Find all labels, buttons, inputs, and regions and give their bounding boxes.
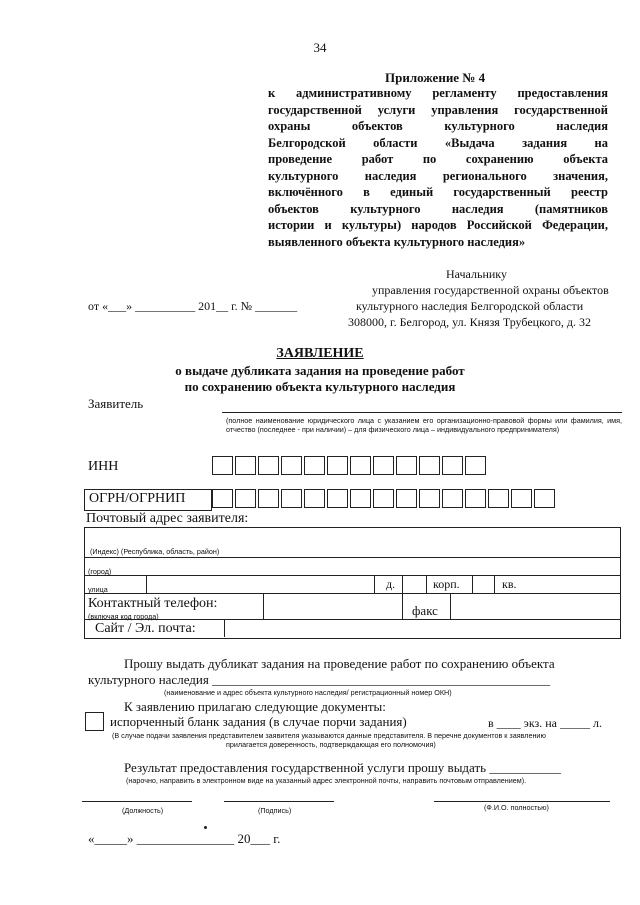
statement-subtitle-1: о выдаче дубликата задания на проведение работ <box>175 363 465 378</box>
addressee-line1: управления государственной охраны объектов <box>372 283 609 297</box>
digit-cell[interactable] <box>442 456 463 475</box>
building-label: корп. <box>433 577 460 591</box>
digit-cell[interactable] <box>212 456 233 475</box>
statement-title: ЗАЯВЛЕНИЕ <box>276 346 364 361</box>
digit-cell[interactable] <box>419 489 440 508</box>
appendix-line: проведение работ по сохранению объекта <box>268 152 608 166</box>
phone-hint: (включая код города) <box>88 612 159 621</box>
house-value-divider <box>402 575 403 593</box>
apartment-divider <box>494 575 495 593</box>
position-line[interactable] <box>82 801 192 802</box>
ogrn-field[interactable] <box>212 489 604 508</box>
representative-note-2: прилагается доверенность, подтверждающая его полномочия) <box>226 740 436 749</box>
spoiled-form-checkbox[interactable] <box>85 712 104 731</box>
building-divider <box>426 575 427 593</box>
house-label: д. <box>386 577 396 591</box>
city-hint: (город) <box>88 567 112 576</box>
full-name-line[interactable] <box>434 801 610 802</box>
appendix-line: выявленного объекта культурного наследия» <box>268 234 526 249</box>
index-row-line <box>84 557 620 558</box>
signature-caption: (Подпись) <box>258 806 292 815</box>
object-hint: (наименование и адрес объекта культурного наследия/ регистрационный номер ОКН) <box>164 688 452 697</box>
digit-cell[interactable] <box>373 489 394 508</box>
digit-cell[interactable] <box>281 489 302 508</box>
digit-cell[interactable] <box>212 489 233 508</box>
applicant-label: Заявитель <box>88 396 144 411</box>
street-row-line <box>84 593 620 594</box>
date-number-line: от «___» __________ 201__ г. № _______ <box>88 299 298 313</box>
digit-cell[interactable] <box>488 489 509 508</box>
applicant-input-line[interactable] <box>222 412 622 413</box>
appendix-title: Приложение № 4 <box>385 70 486 85</box>
spoiled-form-label: испорченный бланк задания (в случае порчи задания) <box>110 714 407 729</box>
signature-line[interactable] <box>224 801 334 802</box>
addressee-line2: культурного наследия Белгородской области <box>356 299 584 313</box>
digit-cell[interactable] <box>235 456 256 475</box>
digit-cell[interactable] <box>304 456 325 475</box>
full-name-caption: (Ф.И.О. полностью) <box>484 803 549 812</box>
digit-cell[interactable] <box>350 456 371 475</box>
digit-cell[interactable] <box>327 489 348 508</box>
statement-subtitle-2: по сохранению объекта культурного наследия <box>184 379 456 394</box>
digit-cell[interactable] <box>258 489 279 508</box>
applicant-hint: (полное наименование юридического лица с указанием его организационно-правовой формы или фамилия, имя, отчество (последнее - при наличии) – для физического лица – индивидуального предпринимателя) <box>226 416 622 434</box>
appendix-line: истории и культуры) народов Российской Федерации, <box>268 218 608 232</box>
digit-cell[interactable] <box>258 456 279 475</box>
appendix-line: охраны объектов культурного наследия <box>268 119 608 133</box>
representative-note-1: (В случае подачи заявления представителем заявителя указываются данные представителя. В перечне документов к заявлению <box>112 731 546 740</box>
digit-cell[interactable] <box>396 489 417 508</box>
request-line-1: Прошу выдать дубликат задания на проведение работ по сохранению объекта <box>124 656 555 671</box>
appendix-line: включённого в единый государственный реестр <box>268 185 608 199</box>
index-hint: (Индекс) (Республика, область, район) <box>90 547 220 556</box>
appendix-line: культурного наследия регионального значения, <box>268 168 608 183</box>
appendix-line: государственной услуги управления государственной <box>268 102 608 117</box>
addressee-title: Начальнику <box>446 267 507 281</box>
digit-cell[interactable] <box>419 456 440 475</box>
street-divider <box>146 575 147 593</box>
city-row-line <box>84 575 620 576</box>
site-row-line <box>84 619 620 620</box>
digit-cell[interactable] <box>465 456 486 475</box>
addressee-line3: 308000, г. Белгород, ул. Князя Трубецкого, д. 32 <box>348 315 592 329</box>
digit-cell[interactable] <box>442 489 463 508</box>
digit-cell[interactable] <box>304 489 325 508</box>
house-divider <box>374 575 375 593</box>
fax-divider-right <box>450 593 451 619</box>
appendix-line: к административному регламенту предоставления <box>268 86 608 100</box>
phone-label: Контактный телефон: <box>88 596 218 611</box>
request-line-2: культурного наследия ____________________________________________________ <box>88 672 551 687</box>
digit-cell[interactable] <box>235 489 256 508</box>
fax-divider-left <box>402 593 403 619</box>
site-email-label: Сайт / Эл. почта: <box>95 621 196 636</box>
digit-cell[interactable] <box>534 489 555 508</box>
digit-cell[interactable] <box>373 456 394 475</box>
dot-mark <box>204 826 207 829</box>
result-delivery-line: Результат предоставления государственной услуги прошу выдать ___________ <box>124 760 561 775</box>
postal-address-label: Почтовый адрес заявителя: <box>86 511 249 526</box>
position-caption: (Должность) <box>122 806 164 815</box>
apartment-label: кв. <box>502 577 517 591</box>
appendix-line: Белгородской области «Выдача задания на <box>268 135 608 150</box>
inn-field[interactable] <box>212 456 488 475</box>
page-number: 34 <box>313 40 327 55</box>
digit-cell[interactable] <box>511 489 532 508</box>
copies-sheets: в ____ экз. на _____ л. <box>488 716 602 730</box>
street-hint: улица <box>88 585 108 594</box>
appendix-line: объектов культурного наследия (памятников <box>268 201 608 216</box>
result-delivery-hint: (нарочно, направить в электронном виде на указанный адрес электронной почты, направить почтовым отправлением). <box>126 776 527 785</box>
inn-label: ИНН <box>88 459 119 474</box>
attachments-label: К заявлению прилагаю следующие документы: <box>124 699 386 714</box>
phone-divider <box>263 593 264 619</box>
building-value-divider <box>472 575 473 593</box>
footer-date: «_____» _______________ 20___ г. <box>88 831 281 846</box>
digit-cell[interactable] <box>327 456 348 475</box>
digit-cell[interactable] <box>281 456 302 475</box>
site-divider <box>224 619 225 637</box>
digit-cell[interactable] <box>465 489 486 508</box>
digit-cell[interactable] <box>350 489 371 508</box>
fax-label: факс <box>412 603 438 618</box>
digit-cell[interactable] <box>396 456 417 475</box>
ogrn-label: ОГРН/ОГРНИП <box>89 491 186 506</box>
